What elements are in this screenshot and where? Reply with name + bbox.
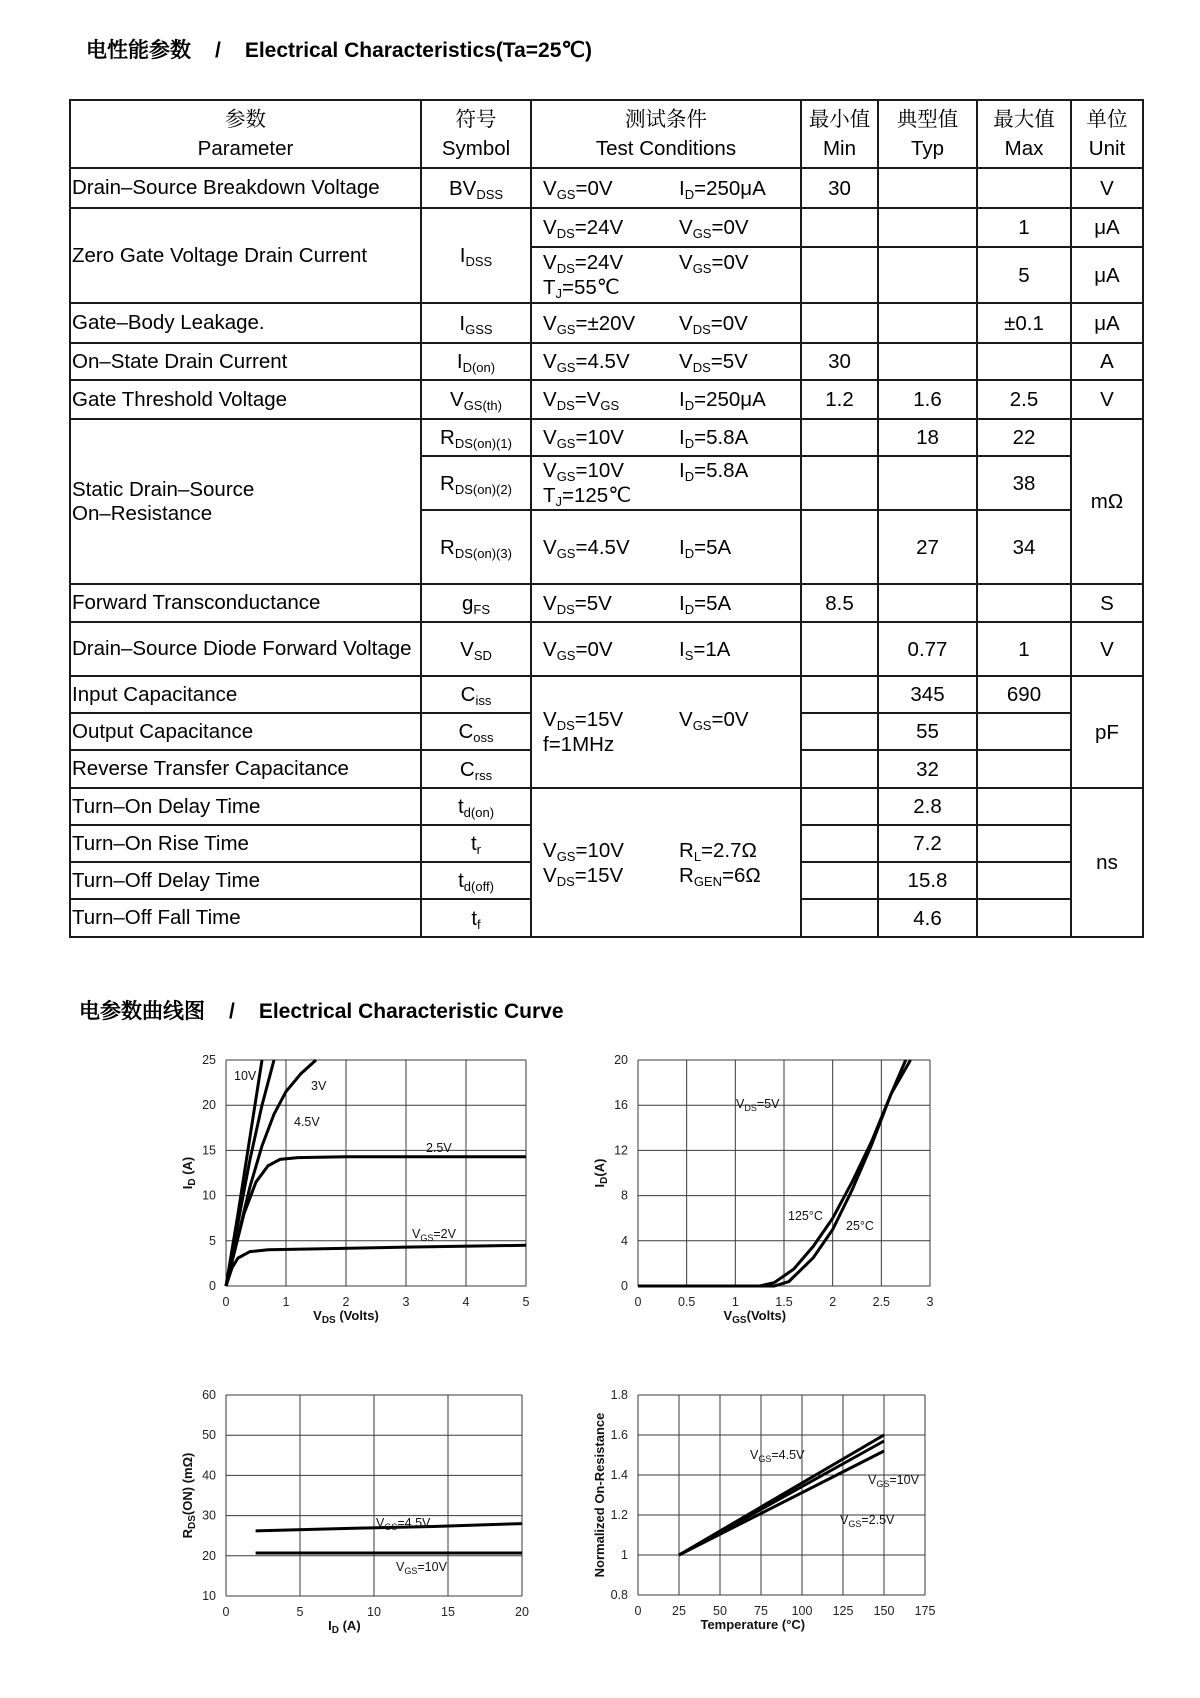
param-cell: Zero Gate Voltage Drain Current — [70, 208, 421, 303]
table-title-en: Electrical Characteristics(Ta=25℃) — [244, 39, 592, 62]
y-tick-label: 1.8 — [610, 1388, 628, 1402]
min-cell — [801, 247, 878, 303]
min-cell: 1.2 — [801, 380, 878, 419]
curve-annotation: 125°C — [788, 1209, 823, 1223]
header-unit: 单位 Unit — [1071, 100, 1143, 168]
max-cell — [977, 343, 1071, 380]
min-cell — [801, 456, 878, 510]
symbol-cell: $I_{DSS}$ — [421, 208, 531, 303]
param-cell: Drain–Source Diode Forward Voltage — [70, 622, 421, 676]
curve-annotation: $V_{GS}=10V$ — [396, 1560, 447, 1576]
max-cell: 690 — [977, 676, 1071, 713]
param-cell: Turn–Off Fall Time — [70, 899, 421, 937]
y-tick-label: 25 — [202, 1053, 216, 1067]
curve-annotation: $V_{GS}=2.5V$ — [840, 1513, 895, 1529]
typ-cell: 345 — [878, 676, 977, 713]
x-tick-label: 175 — [914, 1604, 936, 1618]
x-tick-label: 2 — [342, 1295, 350, 1309]
curves-section-title — [79, 995, 564, 1025]
x-tick-label: 5 — [296, 1605, 304, 1619]
unit-cell: μA — [1071, 208, 1143, 247]
unit-cell: V — [1071, 380, 1143, 419]
symbol-cell: $t_{d(off)}$ — [421, 862, 531, 899]
x-tick-label: 3 — [926, 1295, 934, 1309]
min-cell — [801, 899, 878, 937]
typ-cell — [878, 584, 977, 622]
y-tick-label: 5 — [209, 1233, 216, 1248]
y-tick-label: 1.4 — [610, 1468, 628, 1482]
output-characteristics-chart — [178, 1050, 588, 1370]
symbol-cell: $t_r$ — [421, 825, 531, 862]
table-row — [70, 303, 1143, 343]
max-cell — [977, 899, 1071, 937]
x-tick-label: 125 — [832, 1604, 854, 1618]
min-cell — [801, 825, 878, 862]
header-min: 最小值 Min — [801, 100, 878, 168]
conditions-cell: $V_{GS}=0V$ $I_D=250\mu A$ — [531, 168, 801, 208]
unit-cell: V — [1071, 622, 1143, 676]
curve-annotation: 10V — [234, 1069, 257, 1083]
data-series-line — [226, 1060, 316, 1286]
normalized-on-resistance-vs-temperature-chart — [590, 1385, 1000, 1695]
x-axis-label: $V_{DS}$ (Volts) — [313, 1308, 379, 1326]
conditions-cell: $V_{DS}=15V$ $V_{GS}=0V$ f=1MHz — [531, 676, 801, 788]
param-cell: Drain–Source Breakdown Voltage — [70, 168, 421, 208]
header-typ: 典型值 Typ — [878, 100, 977, 168]
max-cell — [977, 862, 1071, 899]
min-cell: 30 — [801, 168, 878, 208]
x-tick-label: 0 — [634, 1604, 642, 1618]
curve-annotation: $V_{GS}=10V$ — [868, 1473, 919, 1489]
y-axis-label: $I_D(A)$ — [592, 1158, 610, 1188]
conditions-cell: $V_{GS}=4.5V$ $V_{DS}=5V$ — [531, 343, 801, 380]
symbol-cell: $I_{D(on)}$ — [421, 343, 531, 380]
table-row — [70, 208, 1143, 247]
param-cell: Input Capacitance — [70, 676, 421, 713]
chart-svg — [590, 1385, 1000, 1695]
max-cell — [977, 750, 1071, 788]
conditions-cell: $V_{DS}=24V$ $V_{GS}=0V$ — [531, 208, 801, 247]
y-tick-label: 1 — [621, 1548, 628, 1562]
table-row — [70, 676, 1143, 713]
param-cell: Forward Transconductance — [70, 584, 421, 622]
symbol-cell: $C_{rss}$ — [421, 750, 531, 788]
y-axis-label: $I_D$ (A) — [180, 1156, 198, 1190]
table-row — [70, 380, 1143, 419]
curve-annotation: 4.5V — [294, 1115, 320, 1129]
typ-cell: 15.8 — [878, 862, 977, 899]
min-cell — [801, 419, 878, 456]
min-cell — [801, 208, 878, 247]
max-cell: 1 — [977, 622, 1071, 676]
min-cell — [801, 676, 878, 713]
x-axis-label: Temperature (°C) — [700, 1617, 806, 1632]
unit-cell: ns — [1071, 788, 1143, 937]
curve-annotation: $V_{GS}=4.5V$ — [750, 1448, 805, 1464]
param-cell: Turn–Off Delay Time — [70, 862, 421, 899]
typ-cell: 27 — [878, 510, 977, 584]
curve-annotation: 3V — [311, 1079, 327, 1093]
data-series-line — [679, 1451, 884, 1555]
header-max: 最大值 Max — [977, 100, 1071, 168]
typ-cell — [878, 303, 977, 343]
typ-cell: 4.6 — [878, 899, 977, 937]
header-parameter: 参数 Parameter — [70, 100, 421, 168]
typ-cell: 0.77 — [878, 622, 977, 676]
table-title-cn: 电性能参数 — [86, 39, 191, 62]
chart-svg — [178, 1050, 588, 1370]
y-tick-label: 1.6 — [610, 1428, 628, 1442]
x-tick-label: 0 — [222, 1295, 230, 1309]
symbol-cell: $R_{DS(on)(2)}$ — [421, 456, 531, 510]
symbol-cell: $BV_{DSS}$ — [421, 168, 531, 208]
typ-cell — [878, 168, 977, 208]
min-cell — [801, 510, 878, 584]
curve-annotation: 25°C — [846, 1219, 874, 1233]
min-cell — [801, 750, 878, 788]
curve-annotation: 2.5V — [426, 1141, 452, 1155]
data-series-line — [638, 1060, 911, 1286]
on-resistance-vs-current-chart — [178, 1385, 588, 1695]
max-cell — [977, 713, 1071, 750]
x-tick-label: 0 — [222, 1605, 230, 1619]
x-axis-label: $I_D$ (A) — [328, 1618, 361, 1636]
table-row — [70, 419, 1143, 456]
max-cell — [977, 825, 1071, 862]
typ-cell: 7.2 — [878, 825, 977, 862]
symbol-cell: $t_f$ — [421, 899, 531, 937]
max-cell: 1 — [977, 208, 1071, 247]
x-tick-label: 3 — [402, 1295, 410, 1309]
max-cell: 38 — [977, 456, 1071, 510]
conditions-cell: $V_{GS}=4.5V$ $I_D=5A$ — [531, 510, 801, 584]
max-cell — [977, 788, 1071, 825]
table-row — [70, 622, 1143, 676]
x-tick-label: 100 — [791, 1604, 813, 1618]
electrical-characteristics-table — [69, 99, 1144, 938]
y-tick-label: 30 — [202, 1508, 216, 1523]
y-tick-label: 15 — [202, 1143, 216, 1158]
curves-title-en: Electrical Characteristic Curve — [258, 1000, 564, 1023]
table-row — [70, 788, 1143, 825]
y-tick-label: 20 — [614, 1053, 628, 1067]
typ-cell: 32 — [878, 750, 977, 788]
symbol-cell: $C_{iss}$ — [421, 676, 531, 713]
unit-cell: A — [1071, 343, 1143, 380]
x-tick-label: 10 — [367, 1605, 381, 1619]
param-cell: Gate–Body Leakage. — [70, 303, 421, 343]
chart-svg — [178, 1385, 588, 1695]
typ-cell — [878, 456, 977, 510]
conditions-cell: $V_{GS}=10V$ $I_D=5.8A$ $T_J=125℃$ — [531, 456, 801, 510]
header-symbol: 符号 Symbol — [421, 100, 531, 168]
header-test-conditions: 测试条件 Test Conditions — [531, 100, 801, 168]
x-tick-label: 1 — [282, 1295, 290, 1309]
max-cell — [977, 584, 1071, 622]
param-cell: Turn–On Delay Time — [70, 788, 421, 825]
unit-cell: mΩ — [1071, 419, 1143, 584]
max-cell: 5 — [977, 247, 1071, 303]
min-cell: 30 — [801, 343, 878, 380]
curve-annotation: $V_{GS}=4.5V$ — [376, 1516, 431, 1532]
x-tick-label: 150 — [873, 1604, 895, 1618]
symbol-cell: $V_{GS(th)}$ — [421, 380, 531, 419]
x-tick-label: 15 — [441, 1605, 455, 1619]
x-tick-label: 25 — [672, 1604, 686, 1618]
conditions-cell: $V_{GS}=\pm 20V$ $V_{DS}=0V$ — [531, 303, 801, 343]
y-axis-label: Normalized On-Resistance — [592, 1412, 607, 1578]
max-cell: 22 — [977, 419, 1071, 456]
symbol-cell: $I_{GSS}$ — [421, 303, 531, 343]
max-cell: 2.5 — [977, 380, 1071, 419]
param-cell: Reverse Transfer Capacitance — [70, 750, 421, 788]
chart-svg — [590, 1050, 1000, 1370]
transfer-characteristics-chart — [590, 1050, 1000, 1370]
min-cell — [801, 713, 878, 750]
y-tick-label: 16 — [614, 1098, 628, 1113]
y-tick-label: 40 — [202, 1468, 216, 1483]
y-axis-label: $R_{DS}(ON)$ (mΩ) — [180, 1452, 198, 1539]
min-cell: 8.5 — [801, 584, 878, 622]
param-cell: On–State Drain Current — [70, 343, 421, 380]
conditions-cell: $V_{GS}=0V$ $I_S=1A$ — [531, 622, 801, 676]
symbol-cell: $V_{SD}$ — [421, 622, 531, 676]
typ-cell — [878, 247, 977, 303]
y-tick-label: 1.2 — [610, 1508, 628, 1522]
max-cell — [977, 168, 1071, 208]
x-tick-label: 0.5 — [677, 1295, 696, 1309]
y-tick-label: 20 — [202, 1098, 216, 1113]
y-tick-label: 0.8 — [610, 1588, 628, 1602]
x-tick-label: 2.5 — [872, 1295, 891, 1309]
table-row — [70, 343, 1143, 380]
curves-title-cn: 电参数曲线图 — [79, 1000, 205, 1023]
conditions-cell: $V_{GS}=10V$ $R_L=2.7\Omega$ $V_{DS}=15V$ $R_{GEN}=6\Omega$ — [531, 788, 801, 937]
param-cell: Turn–On Rise Time — [70, 825, 421, 862]
data-series-line — [226, 1245, 526, 1286]
x-tick-label: 5 — [522, 1295, 530, 1309]
typ-cell: 1.6 — [878, 380, 977, 419]
table-section-title — [86, 34, 592, 64]
data-series-line — [226, 1157, 526, 1286]
param-cell: Static Drain–Source On–Resistance — [70, 419, 421, 584]
y-tick-label: 10 — [202, 1589, 216, 1603]
y-tick-label: 60 — [202, 1388, 216, 1402]
symbol-cell: $R_{DS(on)(3)}$ — [421, 510, 531, 584]
title-separator: / — [229, 1000, 235, 1023]
conditions-cell: $V_{GS}=10V$ $I_D=5.8A$ — [531, 419, 801, 456]
typ-cell: 18 — [878, 419, 977, 456]
y-tick-label: 50 — [202, 1428, 216, 1443]
y-tick-label: 12 — [614, 1143, 628, 1158]
x-tick-label: 1 — [731, 1295, 739, 1309]
x-tick-label: 20 — [515, 1605, 529, 1619]
x-axis-label: $V_{GS}(Volts)$ — [723, 1308, 787, 1326]
x-tick-label: 2 — [829, 1295, 837, 1309]
unit-cell: μA — [1071, 303, 1143, 343]
x-tick-label: 0 — [634, 1295, 642, 1309]
y-tick-label: 8 — [621, 1188, 628, 1203]
symbol-cell: $g_{FS}$ — [421, 584, 531, 622]
y-tick-label: 4 — [621, 1233, 628, 1248]
table-row — [70, 168, 1143, 208]
min-cell — [801, 622, 878, 676]
unit-cell: pF — [1071, 676, 1143, 788]
typ-cell: 55 — [878, 713, 977, 750]
unit-cell: S — [1071, 584, 1143, 622]
y-tick-label: 0 — [621, 1279, 628, 1293]
x-tick-label: 4 — [462, 1295, 470, 1309]
param-cell: Output Capacitance — [70, 713, 421, 750]
y-tick-label: 20 — [202, 1548, 216, 1563]
symbol-cell: $C_{oss}$ — [421, 713, 531, 750]
param-cell: Gate Threshold Voltage — [70, 380, 421, 419]
x-tick-label: 1.5 — [775, 1295, 793, 1309]
table-header-row — [70, 100, 1143, 168]
unit-cell: μA — [1071, 247, 1143, 303]
curve-annotation: $V_{DS}=5V$ — [736, 1097, 780, 1113]
typ-cell: 2.8 — [878, 788, 977, 825]
max-cell: ±0.1 — [977, 303, 1071, 343]
symbol-cell: $R_{DS(on)(1)}$ — [421, 419, 531, 456]
symbol-cell: $t_{d(on)}$ — [421, 788, 531, 825]
table-row — [70, 584, 1143, 622]
y-tick-label: 10 — [202, 1188, 216, 1203]
data-series-line — [638, 1060, 906, 1286]
curve-annotation: $V_{GS}=2V$ — [412, 1227, 456, 1243]
conditions-cell: $V_{DS}=5V$ $I_D=5A$ — [531, 584, 801, 622]
typ-cell — [878, 208, 977, 247]
conditions-cell: $V_{DS}=V_{GS}$ $I_D=250\mu A$ — [531, 380, 801, 419]
min-cell — [801, 303, 878, 343]
min-cell — [801, 788, 878, 825]
max-cell: 34 — [977, 510, 1071, 584]
title-separator: / — [215, 39, 221, 62]
min-cell — [801, 862, 878, 899]
y-tick-label: 0 — [209, 1279, 216, 1293]
unit-cell: V — [1071, 168, 1143, 208]
typ-cell — [878, 343, 977, 380]
conditions-cell: $V_{DS}=24V$ $V_{GS}=0V$ $T_J=55℃$ — [531, 247, 801, 303]
x-tick-label: 50 — [713, 1604, 727, 1618]
x-tick-label: 75 — [754, 1604, 768, 1618]
